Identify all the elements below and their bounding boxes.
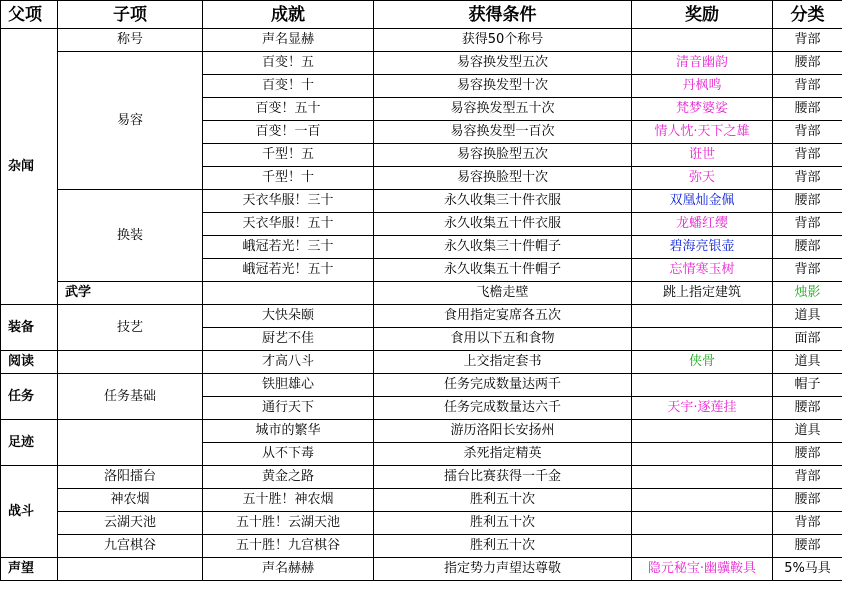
condition-cell: 胜利五十次: [374, 512, 632, 535]
reward-cell: [632, 420, 773, 443]
condition-cell: 跳上指定建筑: [632, 282, 773, 305]
achievement-cell: 天衣华服！三十: [203, 190, 374, 213]
condition-cell: 指定势力声望达尊敬: [374, 558, 632, 581]
condition-cell: 永久收集五十件帽子: [374, 259, 632, 282]
achievement-cell: 才高八斗: [203, 351, 374, 374]
sub-cell: 换装: [58, 190, 203, 282]
table-row: [1, 489, 842, 512]
table-body: [1, 29, 842, 581]
sub-cell: 易容: [58, 52, 203, 190]
table-row: [1, 535, 842, 558]
reward-cell: 情人忱·天下之雄: [632, 121, 773, 144]
reward-cell: [632, 535, 773, 558]
condition-cell: 易容换发型十次: [374, 75, 632, 98]
table-row: [1, 29, 842, 52]
category-cell: 腰部: [773, 443, 842, 466]
condition-cell: 上交指定套书: [374, 351, 632, 374]
sub-cell: 洛阳擂台: [58, 466, 203, 489]
sub-cell: 神农烟: [58, 489, 203, 512]
condition-cell: 易容换脸型十次: [374, 167, 632, 190]
reward-cell: [632, 466, 773, 489]
achievement-cell: 从不下毒: [203, 443, 374, 466]
header-category: 分类: [773, 1, 842, 29]
condition-cell: 任务完成数量达六千: [374, 397, 632, 420]
category-cell: 腰部: [773, 535, 842, 558]
header-sub: 子项: [58, 1, 203, 29]
header-achievement: 成就: [203, 1, 374, 29]
condition-cell: 擂台比赛获得一千金: [374, 466, 632, 489]
reward-cell: 忘情寒玉树: [632, 259, 773, 282]
table-row: [1, 466, 842, 489]
achievement-cell: 五十胜！云湖天池: [203, 512, 374, 535]
header-row: [1, 1, 842, 29]
sub-cell: 任务基础: [58, 374, 203, 420]
category-cell: 背部: [773, 144, 842, 167]
table-row: [1, 374, 842, 397]
achievement-cell: 声名显赫: [203, 29, 374, 52]
sub-cell: [58, 351, 203, 374]
reward-cell: [632, 489, 773, 512]
reward-cell: 天宇·逐莲挂: [632, 397, 773, 420]
reward-cell: 清音幽韵: [632, 52, 773, 75]
category-cell: 腰部: [773, 236, 842, 259]
reward-cell: 碧海亮银壶: [632, 236, 773, 259]
category-cell: 背部: [773, 29, 842, 52]
condition-cell: 游历洛阳长安扬州: [374, 420, 632, 443]
reward-cell: [632, 305, 773, 328]
condition-cell: 食用以下五和食物: [374, 328, 632, 351]
reward-cell: 龙蟠红缨: [632, 213, 773, 236]
parent-cell: 战斗: [1, 466, 58, 558]
category-cell: 腰部: [773, 98, 842, 121]
achievement-cell: 厨艺不佳: [203, 328, 374, 351]
sub-cell: 九宫棋谷: [58, 535, 203, 558]
condition-cell: 永久收集三十件帽子: [374, 236, 632, 259]
reward-cell: [632, 443, 773, 466]
category-cell: 道具: [773, 305, 842, 328]
achievement-cell: 百变！一百: [203, 121, 374, 144]
sub-cell: 云湖天池: [58, 512, 203, 535]
sub-cell: [58, 420, 203, 466]
category-cell: 腰部: [773, 489, 842, 512]
header-parent: 父项: [1, 1, 58, 29]
category-cell: 帽子: [773, 374, 842, 397]
condition-cell: 永久收集五十件衣服: [374, 213, 632, 236]
parent-cell: 杂闻: [1, 29, 58, 305]
condition-cell: 杀死指定精英: [374, 443, 632, 466]
reward-cell: 梵梦婆娑: [632, 98, 773, 121]
reward-cell: 侠骨: [632, 351, 773, 374]
category-cell: 背部: [773, 259, 842, 282]
achievement-cell: 五十胜！神农烟: [203, 489, 374, 512]
table-row: [1, 52, 842, 75]
achievement-cell: 铁胆雄心: [203, 374, 374, 397]
achievement-cell: 百变！十: [203, 75, 374, 98]
reward-cell: [632, 328, 773, 351]
reward-cell: [632, 29, 773, 52]
reward-cell: 丹枫鸣: [632, 75, 773, 98]
reward-cell: 烛影: [773, 282, 842, 305]
condition-cell: 食用指定宴席各五次: [374, 305, 632, 328]
achievement-cell: 通行天下: [203, 397, 374, 420]
condition-cell: 易容换发型五次: [374, 52, 632, 75]
header-reward: 奖励: [632, 1, 773, 29]
condition-cell: 胜利五十次: [374, 535, 632, 558]
parent-cell: 阅读: [1, 351, 58, 374]
table-row: [1, 305, 842, 328]
table-row: [1, 351, 842, 374]
reward-cell: [632, 512, 773, 535]
parent-cell: 任务: [1, 374, 58, 420]
achievement-cell: 百变！五十: [203, 98, 374, 121]
table-row: [1, 420, 842, 443]
category-cell: 道具: [773, 420, 842, 443]
condition-cell: 易容换发型五十次: [374, 98, 632, 121]
achievement-cell: 城市的繁华: [203, 420, 374, 443]
achievement-cell: 飞檐走壁: [374, 282, 632, 305]
category-cell: 面部: [773, 328, 842, 351]
condition-cell: 易容换脸型五次: [374, 144, 632, 167]
achievement-cell: 天衣华服！五十: [203, 213, 374, 236]
sub-cell: [203, 282, 374, 305]
table-row: [1, 558, 842, 581]
achievement-cell: 声名赫赫: [203, 558, 374, 581]
achievement-cell: 峨冠若光！五十: [203, 259, 374, 282]
reward-cell: 隐元秘宝·幽骥鞍具: [632, 558, 773, 581]
condition-cell: 获得50个称号: [374, 29, 632, 52]
achievement-cell: 千型！十: [203, 167, 374, 190]
category-cell: 背部: [773, 213, 842, 236]
reward-cell: 双凰灿金佩: [632, 190, 773, 213]
achievement-cell: 黄金之路: [203, 466, 374, 489]
category-cell: 背部: [773, 167, 842, 190]
table-row: [1, 512, 842, 535]
achievement-cell: 峨冠若光！三十: [203, 236, 374, 259]
category-cell: 背部: [773, 121, 842, 144]
table-row: [1, 190, 842, 213]
achievement-cell: 大快朵颐: [203, 305, 374, 328]
sub-cell: 称号: [58, 29, 203, 52]
parent-cell: 声望: [1, 558, 58, 581]
condition-cell: 易容换发型一百次: [374, 121, 632, 144]
reward-cell: 诳世: [632, 144, 773, 167]
parent-cell: 足迹: [1, 420, 58, 466]
category-cell: 背部: [773, 512, 842, 535]
achievement-cell: 千型！五: [203, 144, 374, 167]
header-condition: 获得条件: [374, 1, 632, 29]
category-cell: 背部: [773, 75, 842, 98]
category-cell: 腰部: [773, 190, 842, 213]
achievement-cell: 五十胜！九宫棋谷: [203, 535, 374, 558]
reward-cell: [632, 374, 773, 397]
category-cell: 道具: [773, 351, 842, 374]
parent-cell: 装备: [1, 305, 58, 351]
table-row: [1, 282, 842, 305]
sub-cell: [58, 558, 203, 581]
condition-cell: 任务完成数量达两千: [374, 374, 632, 397]
parent-cell: 武学: [58, 282, 203, 305]
condition-cell: 永久收集三十件衣服: [374, 190, 632, 213]
condition-cell: 胜利五十次: [374, 489, 632, 512]
achievement-cell: 百变！五: [203, 52, 374, 75]
category-cell: 背部: [773, 466, 842, 489]
category-cell: 腰部: [773, 52, 842, 75]
sub-cell: 技艺: [58, 305, 203, 351]
category-cell: 腰部: [773, 397, 842, 420]
reward-cell: 弥天: [632, 167, 773, 190]
category-cell: 5%马具: [773, 558, 842, 581]
